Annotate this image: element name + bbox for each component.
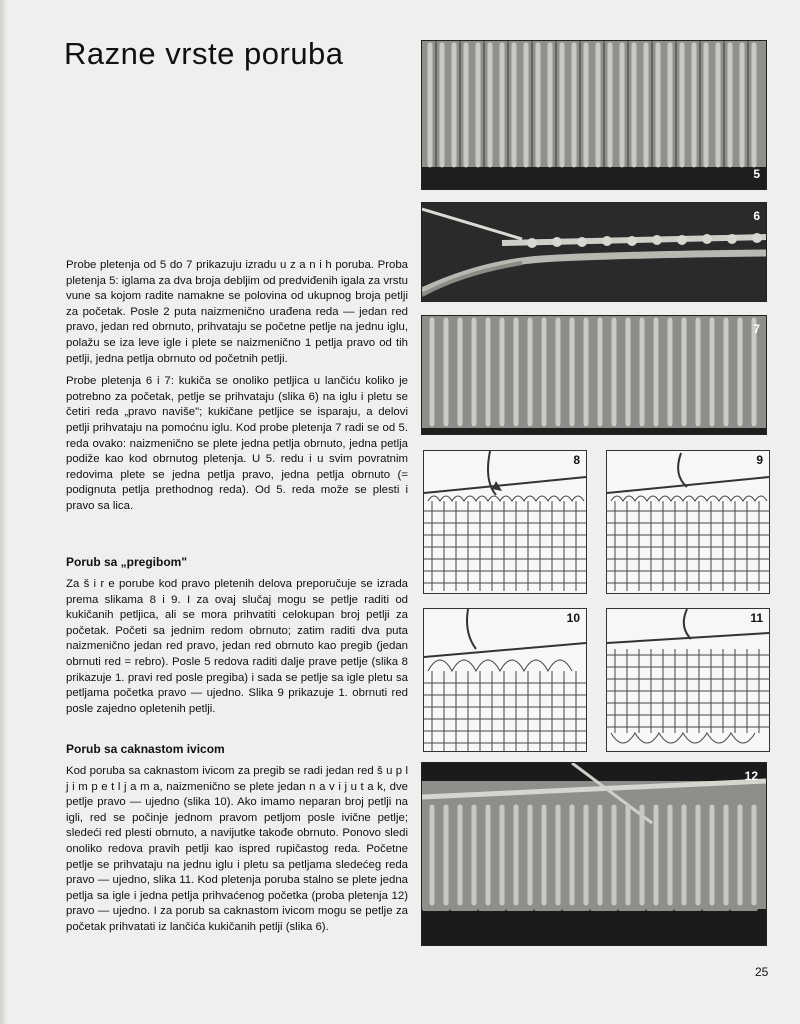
figure-7-number: 7 — [753, 322, 760, 336]
stitch-diagram-9 — [607, 451, 769, 593]
intro-paragraph-2: Probe pletenja 6 i 7: kukiča se onoliko petljica u lančiću koliko je potrebno za početak, petlje se prihvataju (slika 6) na iglu i pletu se četiri reda „pravo naviše"; kukičane petljice se isparaju, a delovi petlji prihvataju na pomoćnu iglu. Kod probe pletenja 7 radi se od 5. reda ovako: naizmenično se plete jedna petlja obrnuto, jedna petlja podiže kao kod obrnutog pletenja. U 5. redu i u svim povratnim redovima plete se jedna petlja pravo, jedna petlja obrnuto (= podignuta petlja prethodnog reda). Od 5. reda može se plesti i pravo sa lica. — [66, 375, 408, 512]
intro-paragraph-1: Probe pletenja od 5 do 7 prikazuju izradu u z a n i h poruba. Proba pletenja 5: iglama za dva broja debljim od predviđenih igala za vrstu vune sa kojom radite namakne se polovina od ukupnog broja petlji za početak. Posle 2 puta naizmenično urađena reda — jedan red pravo, jedan red obrnuto, prihvataju se početne petlje na jednu iglu, polažu se iza leve igle i plete se naizmenično 1 petlja pravo od tih petlji, jedna petlja obrnuto od početnih petlji. — [66, 259, 408, 365]
figure-8-number: 8 — [573, 453, 580, 467]
section-heading-pregib: Porub sa „pregibom" — [66, 555, 188, 569]
picot-hem-image — [422, 763, 766, 945]
stitch-diagram-11 — [607, 609, 769, 751]
figure-9-number: 9 — [756, 453, 763, 467]
figure-12-number: 12 — [744, 769, 758, 783]
figure-9-diagram — [606, 450, 770, 594]
stitch-diagram-10 — [424, 609, 586, 751]
figure-6-number: 6 — [753, 209, 760, 223]
section-pregib-paragraph: Za š i r e porube kod pravo pletenih delova preporučuje se izrada prema slikama 8 i 9. I za ovaj slučaj mogu se petlje raditi od kukičanih petljica, ali se mora prihvatiti celokupan broj petlji za početak. Početi sa jednim redom obrnuto; zatim raditi dva puta naizmenično jedan red pravo, jedan red obrnuto kao pregib (jedan obrnuti red = rebro). Posle 5 redova raditi dalje prave petlje (slika 8 prikazuje 1. pravi red posle pregiba) i sada se petlje sa igle pletu sa petljama početka pravo — ujedno. Slika 9 prikazuje 1. obrnuti red posle zajedno opletenih petlji. — [66, 578, 408, 715]
figure-11-diagram — [606, 608, 770, 752]
page-title: Razne vrste poruba — [64, 36, 344, 71]
section-heading-caknasta: Porub sa caknastom ivicom — [66, 742, 225, 756]
knit-fabric-image — [422, 316, 766, 434]
figure-12-photo — [421, 762, 767, 946]
figure-5-number: 5 — [753, 167, 760, 181]
figure-6-photo — [421, 202, 767, 302]
figure-7-photo — [421, 315, 767, 435]
stitch-diagram-8 — [424, 451, 586, 593]
section-caknasta-text — [66, 764, 408, 943]
book-spine-shadow — [0, 0, 8, 1024]
figure-10-number: 10 — [566, 611, 580, 625]
section-pregib-text — [66, 577, 408, 724]
page-number: 25 — [755, 965, 769, 979]
figure-8-diagram — [423, 450, 587, 594]
knit-rib-image — [422, 41, 766, 189]
crochet-chain-image — [422, 203, 766, 301]
figure-5-photo — [421, 40, 767, 190]
section-caknasta-paragraph: Kod poruba sa caknastom ivicom za pregib se radi jedan red š u p l j i m p e t l j a m a, naizmenično se plete jedan n a v i j u t a k, dve petlje pravo — ujedno (slika 10). Ako imamo neparan broj petlji na igli, red se počinje jednom pravom petljom posle ivične petlje; sledeći red plesti obrnuto, a navijutke takođe obrnuto. Ponovo sledi onoliko redova pravih petlji kao ispred rupičastog reda. Početne petlje se prihvataju na jednu iglu i pletu sa petljama sledećeg reda pravo — ujedno, slika 11. Kod pletenja poruba stalno se plete jedna petlja sa igle i jedna petlja prihvaćenog početka (proba pletenja 12) pravo — ujedno. I za porub sa caknastom ivicom mogu se petlje za početak prihvatati iz lančića kukičanih petlji (slika 6). — [66, 765, 408, 933]
figure-10-diagram — [423, 608, 587, 752]
figure-11-number: 11 — [750, 611, 763, 625]
intro-text — [66, 258, 408, 522]
